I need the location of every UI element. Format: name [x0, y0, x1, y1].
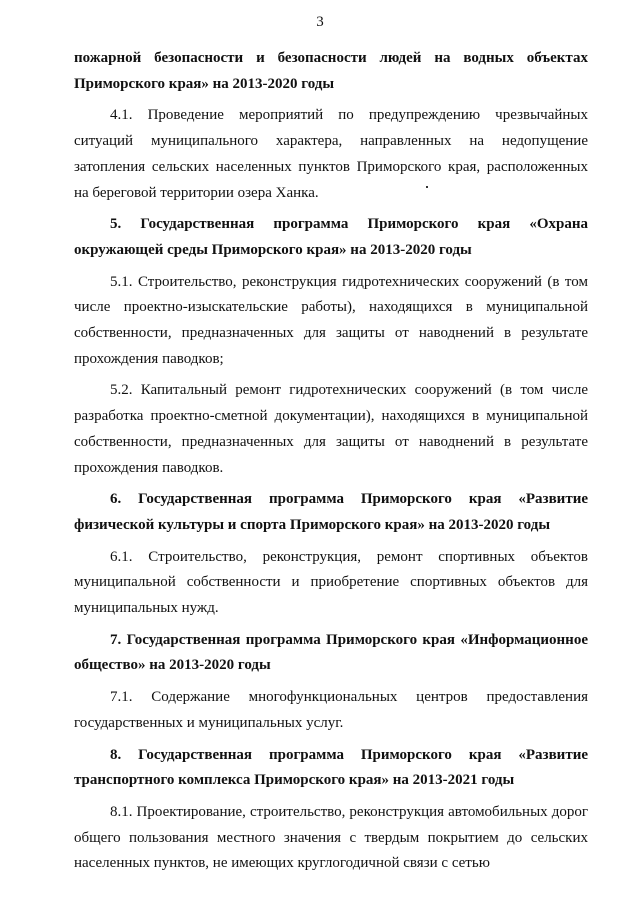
document-body [74, 46, 588, 877]
item-7-1: 7.1. Содержание многофункциональных центров предоставления государственных и муниципальных услуг. [74, 689, 588, 731]
item-5-1: 5.1. Строительство, реконструкция гидротехнических сооружений (в том числе проектно-изыскательские работы), находящихся в муниципальной собственности, предназначенных для защиты от наводнений в результате прохождения паводков; [74, 273, 588, 367]
item-8-1: 8.1. Проектирование, строительство, реконструкция автомобильных дорог общего пользования местного значения с твердым покрытием до сельских населенных пунктов, не имеющих круглогодичной связи с сетью [74, 803, 588, 872]
section-8-heading: 8. Государственная программа Приморского края «Развитие транспортного комплекса Приморского края» на 2013-2021 годы [74, 746, 588, 789]
section-6-heading: 6. Государственная программа Приморского края «Развитие физической культуры и спорта Приморского края» на 2013-2020 годы [74, 491, 588, 533]
item-5-2: 5.2. Капитальный ремонт гидротехнических сооружений (в том числе разработка проектно-сметной документации), находящихся в муниципальной собственности, предназначенных для защиты от наводнений в результате прохождения паводков. [74, 382, 588, 476]
item-4-1: 4.1. Проведение мероприятий по предупреждению чрезвычайных ситуаций муниципального характера, направленных на недопущение затопления сельских населенных пунктов Приморского края, расположенных на береговой территории озера Ханка. [74, 107, 588, 201]
section-7-heading: 7. Государственная программа Приморского края «Информационное общество» на 2013-2020 годы [74, 631, 588, 674]
section-4-heading-continuation: пожарной безопасности и безопасности людей на водных объектах Приморского края» на 2013-2020 годы [74, 50, 588, 92]
item-6-1: 6.1. Строительство, реконструкция, ремонт спортивных объектов муниципальной собственности и приобретение спортивных объектов для муниципальных нужд. [74, 548, 588, 617]
section-5-heading: 5. Государственная программа Приморского края «Охрана окружающей среды Приморского края» на 2013-2020 годы [74, 216, 588, 258]
scan-speck [426, 186, 428, 188]
page-number: 3 [316, 14, 324, 30]
